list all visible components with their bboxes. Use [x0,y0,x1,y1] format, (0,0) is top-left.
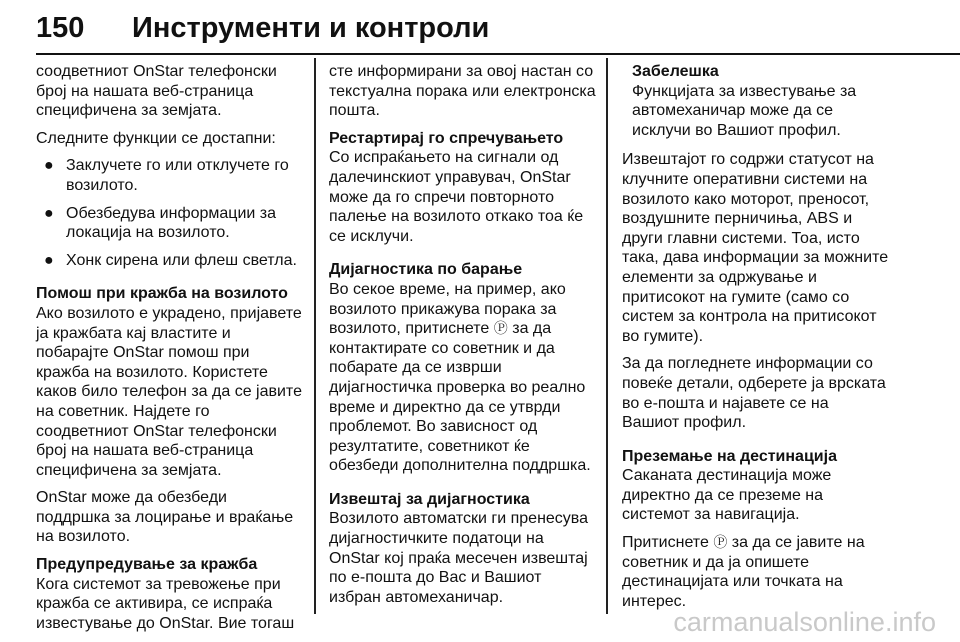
page-number: 150 [36,12,85,44]
paragraph [622,533,890,611]
paragraph: Следните функции се достапни: [36,129,276,147]
paragraph-text: за да се јавите на советник и да ја опишете дестинацијата или точката на интерес. [622,534,865,610]
note-title: Забелешка [632,63,719,80]
phone-button-icon: Ⓟ [493,320,508,337]
section-heading: Помош при кражба на возилото [36,285,288,303]
section-heading: Рестартирај го спречувањето [329,129,564,147]
bullet-icon: ● [44,157,54,175]
section-heading: Дијагностика по барање [329,261,523,279]
paragraph: Кога системот за тревожење при кражба се активира, се испраќа известување до OnStar. Вие тогаш [36,575,295,632]
list-item [36,156,302,195]
paragraph-text: за да контактирате со советник и да побарате да се изврши дијагностичка проверка во реално време и директно да се утврди проблемот. Во зависност од резултатите, советникот ќе обезбеди дополнителна поддршка. [329,320,591,475]
paragraph: Ако возилото е украдено, пријавете ја кражбата кај властите и побарајте OnStar помош при кражба на возилото. Користете каков било телефон за да се јавите на советник. Најдете го соодветниот OnStar телефонски број на нашата веб-страница специфичена за земјата. [36,304,302,479]
watermark: carmanualsonline.info [673,607,936,637]
section-heading: Преземање на дестинација [622,447,837,465]
paragraph-text: Притиснете [622,534,709,552]
paragraph: Извештајот го содржи статусот на клучните оперативни системи на возилото како моторот, преносот, воздушните перничиња, ABS и други главни системи. Тоа, исто така, дава информации за можните елементи за одржување и притисокот на гумите (само со систем за контрола на притисокот во гумите). [622,151,889,345]
column-2 [329,62,597,615]
column-divider [314,58,316,614]
paragraph: соодветниот OnStar телефонски број на нашата веб-страница специфичена за земјата. [36,63,277,120]
paragraph-text: Во секое време, на пример, ако возилото прикажува порака за возилото, притиснете [329,280,566,338]
list-item-text: Обезбедува информации за локација на возилото. [66,204,277,242]
column-1 [36,62,302,641]
page-title: Инструменти и контроли [132,12,490,44]
header-rule [36,53,960,55]
bullet-icon: ● [44,251,54,269]
paragraph: OnStar може да обезбеди поддршка за лоцирање и враќање на возилото. [36,489,294,546]
paragraph: сте информирани за овој настан со текстуална порака или електронска пошта. [329,63,596,120]
note-box [622,62,890,140]
list-item-text: Заклучете го или отклучете го возилото. [66,157,289,194]
paragraph [329,280,597,476]
phone-button-icon: Ⓟ [713,534,728,551]
section-heading: Извештај за дијагностика [329,490,530,508]
paragraph: Возилото автоматски ги пренесува дијагностичките податоци на OnStar кој праќа месечен извештај по е-пошта до Вас и Вашиот избран автомеханичар. [329,510,589,606]
section-heading: Предупредување за кражба [36,556,258,574]
list-item [36,204,302,243]
column-divider [606,58,608,614]
list-item-text: Хонк сирена или флеш светла. [66,251,297,269]
paragraph: Со испраќањето на сигнали од далечинскиот управувач, OnStar може да го спречи повторното палење на возилото откако тоа ќе се исклучи. [329,149,584,245]
paragraph: Саканата дестинација може директно да се преземе на системот за навигација. [622,467,832,524]
note-text: Функцијата за известување за автомеханичар може да се исклучи во Вашиот профил. [632,82,857,139]
column-3 [622,62,890,619]
feature-list [36,156,302,270]
paragraph: За да погледнете информации со повеќе детали, одберете ја врската во е-пошта и најавете се на Вашиот профил. [622,355,886,432]
bullet-icon: ● [44,204,54,222]
list-item [36,251,302,271]
